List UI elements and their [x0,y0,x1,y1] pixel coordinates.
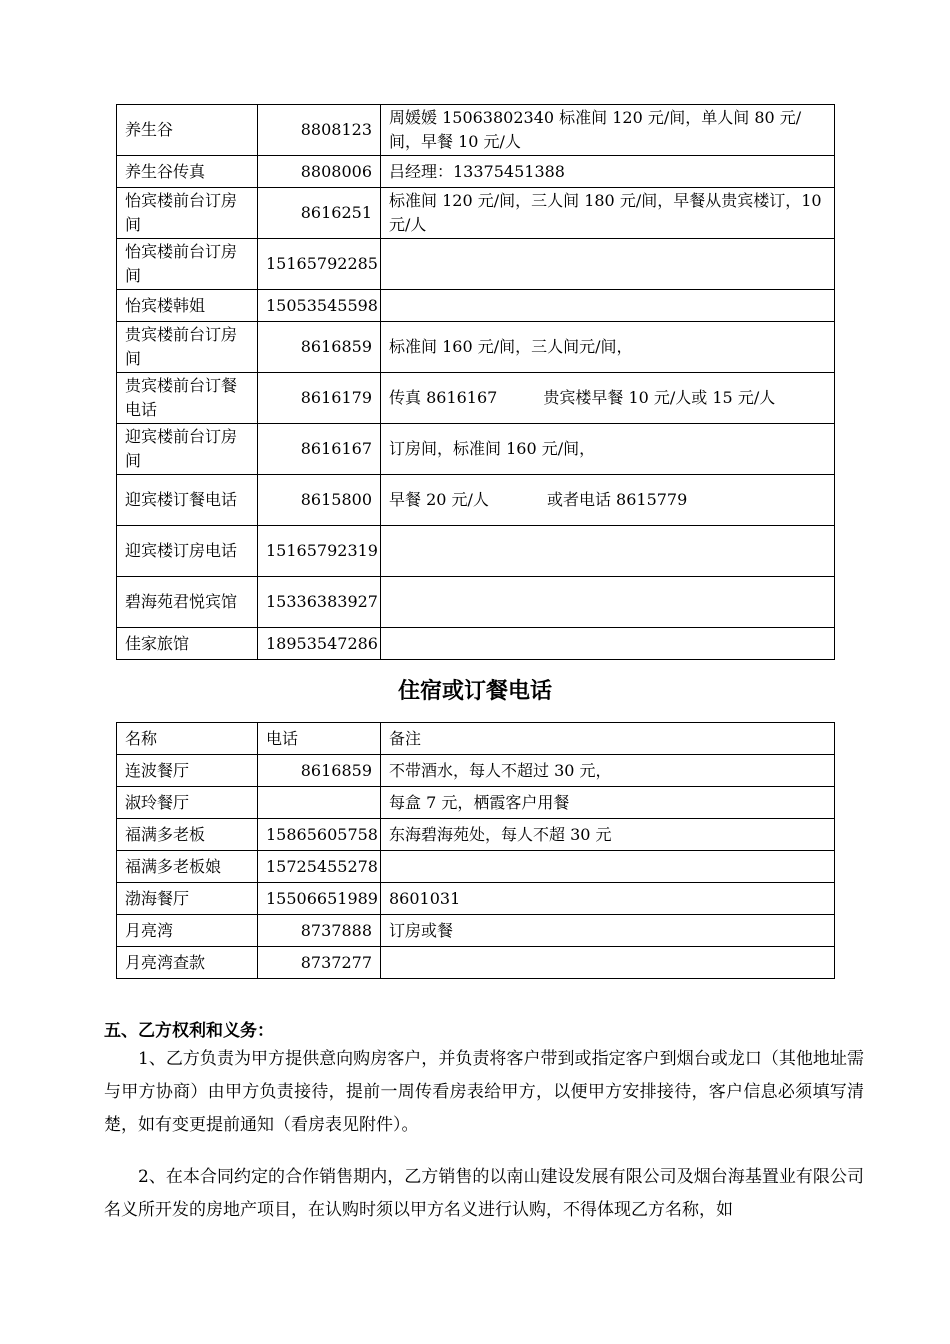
name-cell: 渤海餐厅 [117,883,258,915]
phone-cell: 18953547286 [258,628,381,660]
phone-cell: 15336383927 [258,577,381,628]
table-row [117,156,835,188]
table-header-row [117,723,835,755]
table-row [117,188,835,239]
table-row [117,819,835,851]
paragraph: 1、乙方负责为甲方提供意向购房客户，并负责将客户带到或指定客户到烟台或龙口（其他地址需与甲方协商）由甲方负责接待，提前一周传看房表给甲方，以便甲方安排接待，客户信息必须填写清楚，如有变更提前通知（看房表见附件）。 [104,1049,864,1135]
phone-cell: 8616859 [258,322,381,373]
phone-cell: 8808123 [258,105,381,156]
header-phone: 电话 [258,723,381,755]
phone-cell: 15053545598 [258,290,381,322]
note-cell [381,947,835,979]
table-row [117,755,835,787]
note-cell: 标准间 160 元/间，三人间元/间， [381,322,835,373]
table-row [117,373,835,424]
note-cell [381,851,835,883]
note-cell: 每盒 7 元，栖霞客户用餐 [381,787,835,819]
phone-cell [258,787,381,819]
hotel-contact-table [116,104,835,660]
table-row [117,424,835,475]
name-cell: 怡宾楼前台订房间 [117,239,258,290]
phone-cell: 8616251 [258,188,381,239]
note-cell: 周媛媛 15063802340 标准间 120 元/间，单人间 80 元/间，早餐 10 元/人 [381,105,835,156]
table-row [117,322,835,373]
note-cell [381,239,835,290]
table-row [117,290,835,322]
note-text-extra: 贵宾楼早餐 10 元/人或 15 元/人 [543,388,776,407]
table-row [117,628,835,660]
name-cell: 怡宾楼前台订房间 [117,188,258,239]
name-cell: 养生谷传真 [117,156,258,188]
phone-cell: 15725455278 [258,851,381,883]
note-cell [381,290,835,322]
dining-contact-table [116,722,835,979]
note-text: 早餐 20 元/人 [389,490,489,509]
paragraph: 2、在本合同约定的合作销售期内，乙方销售的以南山建设发展有限公司及烟台海基置业有限公司名义所开发的房地产项目，在认购时须以甲方名义进行认购，不得体现乙方名称，如 [104,1167,864,1220]
note-cell: 订房或餐 [381,915,835,947]
name-cell: 迎宾楼订餐电话 [117,475,258,526]
table-row [117,475,835,526]
note-cell: 东海碧海苑处，每人不超 30 元 [381,819,835,851]
name-cell: 迎宾楼前台订房间 [117,424,258,475]
table-row [117,883,835,915]
phone-cell: 8616859 [258,755,381,787]
name-cell: 连波餐厅 [117,755,258,787]
table-row [117,787,835,819]
name-cell: 月亮湾查款 [117,947,258,979]
note-cell [381,526,835,577]
phone-cell: 15165792319 [258,526,381,577]
table-row [117,947,835,979]
phone-cell: 15165792285 [258,239,381,290]
table-row [117,577,835,628]
table-row [117,526,835,577]
table-row [117,239,835,290]
note-cell: 订房间，标准间 160 元/间， [381,424,835,475]
name-cell: 贵宾楼前台订餐电话 [117,373,258,424]
header-name: 名称 [117,723,258,755]
name-cell: 碧海苑君悦宾馆 [117,577,258,628]
phone-cell: 8616179 [258,373,381,424]
note-text: 传真 8616167 [389,388,498,407]
name-cell: 迎宾楼订房电话 [117,526,258,577]
table-row [117,851,835,883]
note-cell: 吕经理：13375451388 [381,156,835,188]
note-cell [381,475,835,526]
name-cell: 月亮湾 [117,915,258,947]
note-cell: 8601031 [381,883,835,915]
phone-cell: 8737888 [258,915,381,947]
note-text-extra: 或者电话 8615779 [546,490,688,509]
phone-cell: 8737277 [258,947,381,979]
phone-cell: 15865605758 [258,819,381,851]
name-cell: 福满多老板娘 [117,851,258,883]
table-row [117,915,835,947]
phone-cell: 15506651989 [258,883,381,915]
name-cell: 福满多老板 [117,819,258,851]
note-cell [381,373,835,424]
phone-cell: 8616167 [258,424,381,475]
section-heading: 五、乙方权利和义务： [104,1021,274,1041]
name-cell: 怡宾楼韩姐 [117,290,258,322]
name-cell: 佳家旅馆 [117,628,258,660]
phone-cell: 8808006 [258,156,381,188]
name-cell: 贵宾楼前台订房间 [117,322,258,373]
phone-cell: 8615800 [258,475,381,526]
note-cell: 不带酒水，每人不超过 30 元， [381,755,835,787]
note-cell [381,628,835,660]
header-note: 备注 [381,723,835,755]
name-cell: 养生谷 [117,105,258,156]
note-cell: 标准间 120 元/间，三人间 180 元/间，早餐从贵宾楼订，10 元/人 [381,188,835,239]
section-title: 住宿或订餐电话 [397,679,552,704]
table-row [117,105,835,156]
name-cell: 淑玲餐厅 [117,787,258,819]
note-cell [381,577,835,628]
